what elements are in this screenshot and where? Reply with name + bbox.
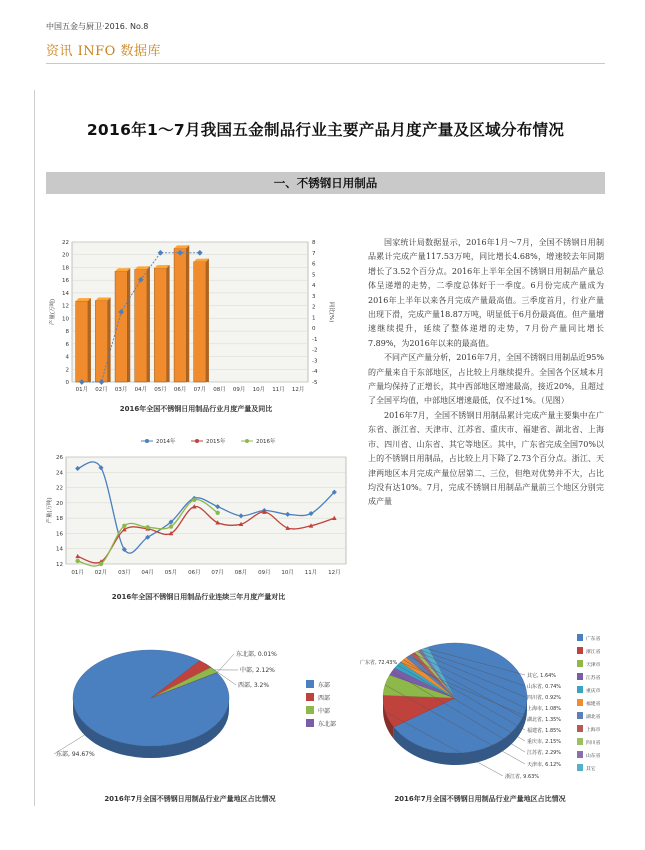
legend-marker (245, 439, 249, 443)
data-point (122, 524, 126, 528)
x-tick-label: 07月 (211, 570, 224, 576)
pie-data-label: 中部, 2.12% (240, 667, 275, 674)
legend-label: 上海市 (586, 728, 601, 733)
article-paragraph-3: 2016年7月，全国不锈钢日用制品累计完成产量主要集中在广东省、浙江省、天津市、江苏省、重庆市、福建省、湖北省、上海市、四川省、山东省、其它等地区。其中，广东省完成全国70%以上的不锈钢日用制品，占比较上月下降了2.73个百分点。浙江、天津两地区本月完成产量位居第二、三位，但绝对优势并不大，占比均没有达10%。7月，完成不锈钢日用制品产量前三个地区分别完成产量 (368, 410, 604, 507)
y-tick-label: 0 (65, 380, 69, 386)
legend-swatch (306, 719, 314, 727)
y2-tick-label: 5 (312, 272, 316, 279)
page-title: 2016年1～7月我国五金制品行业主要产品月度产量及区域分布情况 (86, 121, 565, 139)
article-body (368, 236, 604, 510)
section-heading: 一、不锈钢日用制品 (46, 172, 605, 194)
y2-tick-label: -3 (312, 358, 318, 365)
y-tick-label: 2 (65, 367, 69, 374)
x-tick-label: 04月 (141, 570, 154, 576)
bar (154, 268, 166, 382)
pie-data-label: 湖北省, 1.35% (527, 717, 562, 723)
legend-swatch (577, 725, 583, 732)
y2-tick-label: 6 (312, 261, 316, 268)
legend-label: 2014年 (156, 439, 176, 445)
x-tick-label: 06月 (173, 387, 187, 393)
bar-side (88, 298, 91, 382)
y-tick-label: 16 (62, 278, 69, 285)
y2-tick-label: -4 (312, 369, 318, 376)
x-tick-label: 11月 (272, 387, 285, 393)
pie-data-label: 天津市, 6.12% (527, 762, 562, 768)
x-tick-label: 11月 (304, 570, 318, 576)
legend-label: 江苏省 (586, 676, 601, 681)
x-tick-label: 09月 (258, 570, 271, 576)
chart4-caption: 2016年7月全国不锈钢日用制品行业产量地区占比情况 (394, 795, 566, 803)
x-tick-label: 01月 (75, 387, 89, 393)
y-tick-label: 26 (56, 455, 63, 461)
bar (135, 269, 147, 382)
y2-axis-label: 同比(%) (328, 301, 334, 323)
y2-tick-label: 4 (312, 283, 316, 290)
article-paragraph-2: 不同产区产量分析，2016年7月，全国不锈钢日用制品近95%的产量来自于东部地区，占比较上月继续提升。全国各个区域本月产量均保持了正增长，其中西部地区增速最高，接近20%，且超过了全国平均值，中部地区增速最低，仅不过1%。（见图） (368, 353, 604, 406)
legend-label: 中部 (318, 708, 331, 715)
legend-label: 西部 (318, 695, 331, 702)
y-tick-label: 24 (56, 470, 63, 477)
y-tick-label: 8 (65, 329, 69, 336)
pie-data-label: 西部, 3.2% (238, 682, 270, 689)
legend-marker (145, 439, 149, 443)
bar-side (206, 259, 209, 382)
x-tick-label: 02月 (94, 570, 108, 576)
legend-label: 东北部 (318, 721, 337, 728)
legend-label: 湖北省 (586, 715, 601, 720)
x-tick-label: 12月 (328, 570, 341, 576)
margin-rule (34, 90, 35, 806)
legend-label: 山东省 (586, 754, 601, 759)
pie-data-label: 浙江省, 9.63% (505, 774, 540, 780)
legend-swatch (306, 706, 314, 714)
three-year-line-chart (46, 432, 351, 590)
article-paragraph-1: 国家统计局数据显示，2016年1月～7月，全国不锈钢日用制品累计完成产量117.53万吨，同比增长4.68%，增速较去年同期增长了3.52个百分点。2016年上半年全国不锈钢日用制品产量总体呈递增的走势，二季度总体好于一季度。6月份完成产量成为2016年上半年以来各月完成产量最高值。三季度首月，行业产量出现下滑，完成产量18.87万吨，明显低于6月份最高值。但产量增速继续提升，延续了整体递增的走势，7月份产量同比增长7.89%，为2016年以来的最高值。 (368, 238, 604, 348)
bar (76, 301, 88, 382)
legend-marker (195, 439, 199, 443)
y-tick-label: 12 (56, 562, 63, 568)
legend-swatch (577, 699, 583, 706)
x-tick-label: 01月 (71, 570, 84, 576)
y-tick-label: 10 (62, 316, 69, 323)
y2-tick-label: 1 (312, 315, 316, 322)
legend-label: 其它 (586, 767, 596, 772)
x-tick-label: 08月 (234, 570, 248, 576)
x-tick-label: 12月 (291, 387, 305, 393)
legend-label: 天津市 (586, 663, 601, 668)
chart2-caption: 2016年全国不锈钢日用制品行业连续三年月度产量对比 (111, 593, 286, 601)
data-point (75, 559, 79, 563)
x-tick-label: 07月 (193, 387, 207, 393)
pie-data-label: 上海市, 1.08% (527, 706, 562, 712)
x-tick-label: 10月 (252, 387, 266, 393)
y-tick-label: 16 (56, 531, 63, 538)
legend-label: 东部 (318, 682, 331, 689)
legend-swatch (577, 751, 583, 758)
bar-side (108, 298, 111, 382)
x-tick-label: 10月 (281, 570, 294, 576)
x-tick-label: 09月 (232, 387, 246, 393)
y-axis-label: 产量(万吨) (47, 497, 53, 524)
bar-side (186, 245, 189, 382)
pie-data-label: 山东省, 0.74% (527, 684, 562, 690)
legend-label: 福建省 (586, 702, 601, 707)
legend-swatch (306, 693, 314, 701)
x-tick-label: 03月 (118, 570, 131, 576)
legend-swatch (577, 738, 583, 745)
journal-header: 中国五金与厨卫·2016. No.8 (46, 22, 149, 31)
section-label: 资讯 INFO 数据库 (46, 44, 161, 59)
y-tick-label: 18 (56, 516, 63, 523)
y-tick-label: 18 (62, 265, 69, 272)
bar (95, 301, 107, 382)
bar (174, 248, 186, 382)
bar (194, 262, 206, 382)
chart3-caption: 2016年7月全国不锈钢日用制品行业产量地区占比情况 (104, 795, 276, 803)
pie-data-label: 福建省, 1.85% (527, 728, 562, 734)
pie-data-label: 四川省, 0.92% (527, 695, 562, 701)
pie-data-label: 东北部, 0.01% (236, 651, 277, 658)
legend-swatch (306, 680, 314, 688)
legend-label: 浙江省 (586, 650, 601, 655)
y2-tick-label: 3 (312, 293, 316, 300)
y2-tick-label: 0 (312, 326, 316, 333)
y-axis-label: 产量(万吨) (50, 298, 56, 326)
x-tick-label: 04月 (134, 387, 148, 393)
x-tick-label: 05月 (154, 387, 167, 393)
y-tick-label: 6 (65, 341, 69, 348)
y-tick-label: 22 (56, 485, 63, 492)
y-tick-label: 14 (56, 546, 63, 553)
legend-label: 2015年 (206, 439, 226, 445)
chart1-caption: 2016年全国不锈钢日用制品行业月度产量及同比 (119, 405, 273, 413)
data-point (169, 524, 173, 528)
x-tick-label: 02月 (95, 387, 108, 393)
pie-data-label: 其它, 1.64% (527, 673, 557, 679)
x-tick-label: 05月 (164, 570, 178, 576)
data-point (192, 498, 196, 502)
plot-area (66, 457, 346, 564)
y-tick-label: 20 (56, 500, 63, 507)
pie-data-label: 重庆市, 2.15% (527, 739, 562, 745)
x-tick-label: 03月 (114, 387, 128, 393)
y2-tick-label: 7 (312, 250, 316, 257)
header-divider (46, 63, 605, 64)
x-tick-label: 06月 (188, 570, 201, 576)
y2-tick-label: 8 (312, 240, 316, 246)
province-pie-chart (355, 626, 607, 791)
monthly-output-bar-chart (46, 232, 346, 402)
legend-swatch (577, 647, 583, 654)
y2-tick-label: -1 (312, 336, 318, 343)
y2-tick-label: -2 (312, 347, 318, 354)
y-tick-label: 20 (62, 252, 69, 259)
legend-swatch (577, 686, 583, 693)
legend-swatch (577, 712, 583, 719)
data-point (145, 525, 149, 529)
pie-data-label: 东部, 94.67% (56, 751, 95, 758)
pie-data-label: 江苏省, 2.29% (527, 750, 562, 756)
y-tick-label: 4 (65, 354, 69, 361)
data-point (215, 511, 219, 515)
legend-label: 四川省 (586, 741, 601, 746)
legend-swatch (577, 634, 583, 641)
y-tick-label: 22 (62, 240, 69, 246)
legend-swatch (577, 764, 583, 771)
bar-side (127, 268, 130, 382)
bar-side (167, 265, 170, 382)
y-tick-label: 12 (62, 303, 69, 310)
region-pie-chart (36, 628, 348, 788)
legend-label: 广东省 (586, 637, 601, 642)
legend-label: 重庆市 (586, 689, 601, 694)
legend-label: 2016年 (256, 439, 276, 445)
pie-data-label: 广东省, 72.43% (360, 660, 398, 666)
bar-side (147, 266, 150, 382)
y2-tick-label: 2 (312, 304, 316, 311)
data-point (99, 562, 103, 566)
y-tick-label: 14 (62, 290, 69, 297)
legend-swatch (577, 660, 583, 667)
legend-swatch (577, 673, 583, 680)
y2-tick-label: -5 (312, 380, 318, 386)
x-tick-label: 08月 (213, 387, 226, 393)
